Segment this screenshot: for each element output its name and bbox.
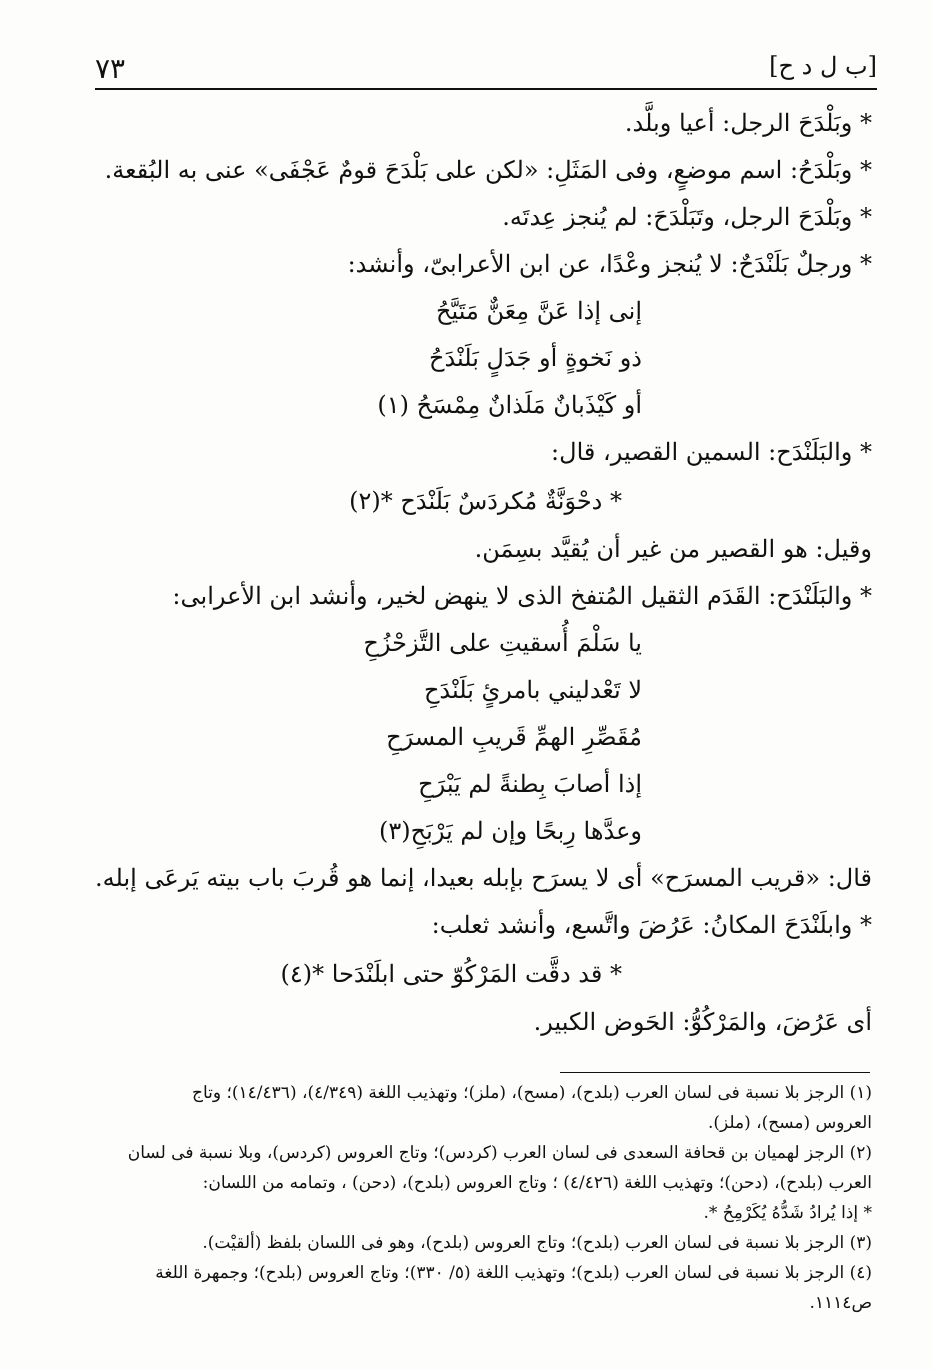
verse-line: يا سَلْمَ أُسقيتِ على التَّزحْزُحِ [363,629,642,657]
verse-block-2 [150,620,872,855]
footnote-line: ص١١١٤. [809,1293,872,1313]
footnote-line: * إذا يُرادُ شَدُّهُ يُكَرْمِحُ *. [703,1203,872,1223]
page-header [95,52,877,90]
entry-line: * ورجلٌ بَلَنْدَحٌ: لا يُنجز وعْدًا، عن ابن الأعرابىّ، وأنشد: [347,250,872,278]
verse-line: * قد دقَّت المَرْكُوّ حتى ابلَنْدَحا *(٤) [280,960,622,988]
entry-line: قال: «قريب المسرَح» أى لا يسرَح بإبله بعيدا، إنما هو قُربَ باب بيته يَرعَى إبله. [95,864,872,892]
entry-line: * والبَلَنْدَح: القَدَم الثقيل المُتفخ الذى لا ينهض لخير، وأنشد ابن الأعرابى: [172,582,872,610]
footnotes [95,1078,872,1318]
entry-line: أى عَرُضَ، والمَرْكُوُّ: الحَوض الكبير. [533,1008,872,1036]
footnote-line: العرب (بلدح)، (دحن)؛ وتهذيب اللغة (٤/٤٢٦) ؛ وتاج العروس (بلدح)، (دحن) ، وتمامه من اللسان: [202,1173,872,1193]
entry-line: وقيل: هو القصير من غير أن يُقيَّد بسِمَن. [474,535,872,563]
footnote-line: (١) الرجز بلا نسبة فى لسان العرب (بلدح)، (مسح)، (ملز)؛ وتهذيب اللغة (٤/٣٤٩)، (١٤/٤٣٦)؛ وتاج [192,1083,872,1103]
entry-line: * وبَلْدَحَ الرجل: أعيا وبلَّد. [624,109,872,137]
verse-line: لا تَعْدليني بامرئٍ بَلَنْدَحِ [423,676,642,704]
verse-line: إذا أصابَ بِطنةً لم يَبْرَحِ [418,770,642,798]
footnote-separator [560,1072,870,1073]
footnote-line: (٢) الرجز لهميان بن قحافة السعدى فى لسان العرب (كردس)؛ وتاج العروس (كردس)، وبلا نسبة فى لسان [127,1143,872,1163]
entry-line: * وبَلْدَحُ: اسم موضعٍ، وفى المَثَلِ: «لكن على بَلْدَحَ قومٌ عَجْفَى» عنى به البُقعة. [104,156,872,184]
entry-line: * والبَلَنْدَح: السمين القصير، قال: [551,438,872,466]
verse-line: وعدَّها رِبحًا وإن لم يَرْبَحِ(٣) [379,817,642,845]
entry-line: * وبَلْدَحَ الرجل، وتَبَلْدَحَ: لم يُنجز عِدتَه. [502,203,872,231]
entry-line: * وابلَنْدَحَ المكانُ: عَرُضَ واتَّسع، وأنشد ثعلب: [431,911,872,939]
entry-body [95,100,872,1046]
verse-line: أو كَيْذَبانٌ مَلَذانٌ مِمْسَحُ (١) [377,391,642,419]
verse-line: ذو نَخوةٍ أو جَدَلٍ بَلَنْدَحُ [428,344,642,372]
verse-line: * دحْوَنَّةٌ مُكردَسٌ بَلَنْدَح *(٢) [349,487,622,515]
verse-block-1 [150,288,872,429]
verse-line: إنى إذا عَنَّ مِعَنٌّ مَتَيَّحُ [435,297,642,325]
footnote-line: (٣) الرجز بلا نسبة فى لسان العرب (بلدح)؛ وتاج العروس (بلدح)، وهو فى اللسان بلفظ (ألقيْت). [202,1233,872,1253]
verse-line: مُقَصِّرِ الهمِّ قَريبِ المسرَحِ [386,723,642,751]
footnote-line: العروس (مسح)، (ملز). [707,1113,872,1133]
root-label: [ب ل د ح] [769,52,877,80]
footnote-line: (٤) الرجز بلا نسبة فى لسان العرب (بلدح)؛ وتهذيب اللغة (٥/ ٣٣٠)؛ وتاج العروس (بلدح)؛ وجمهرة اللغة [155,1263,872,1283]
page-number: ٧٣ [95,52,126,85]
